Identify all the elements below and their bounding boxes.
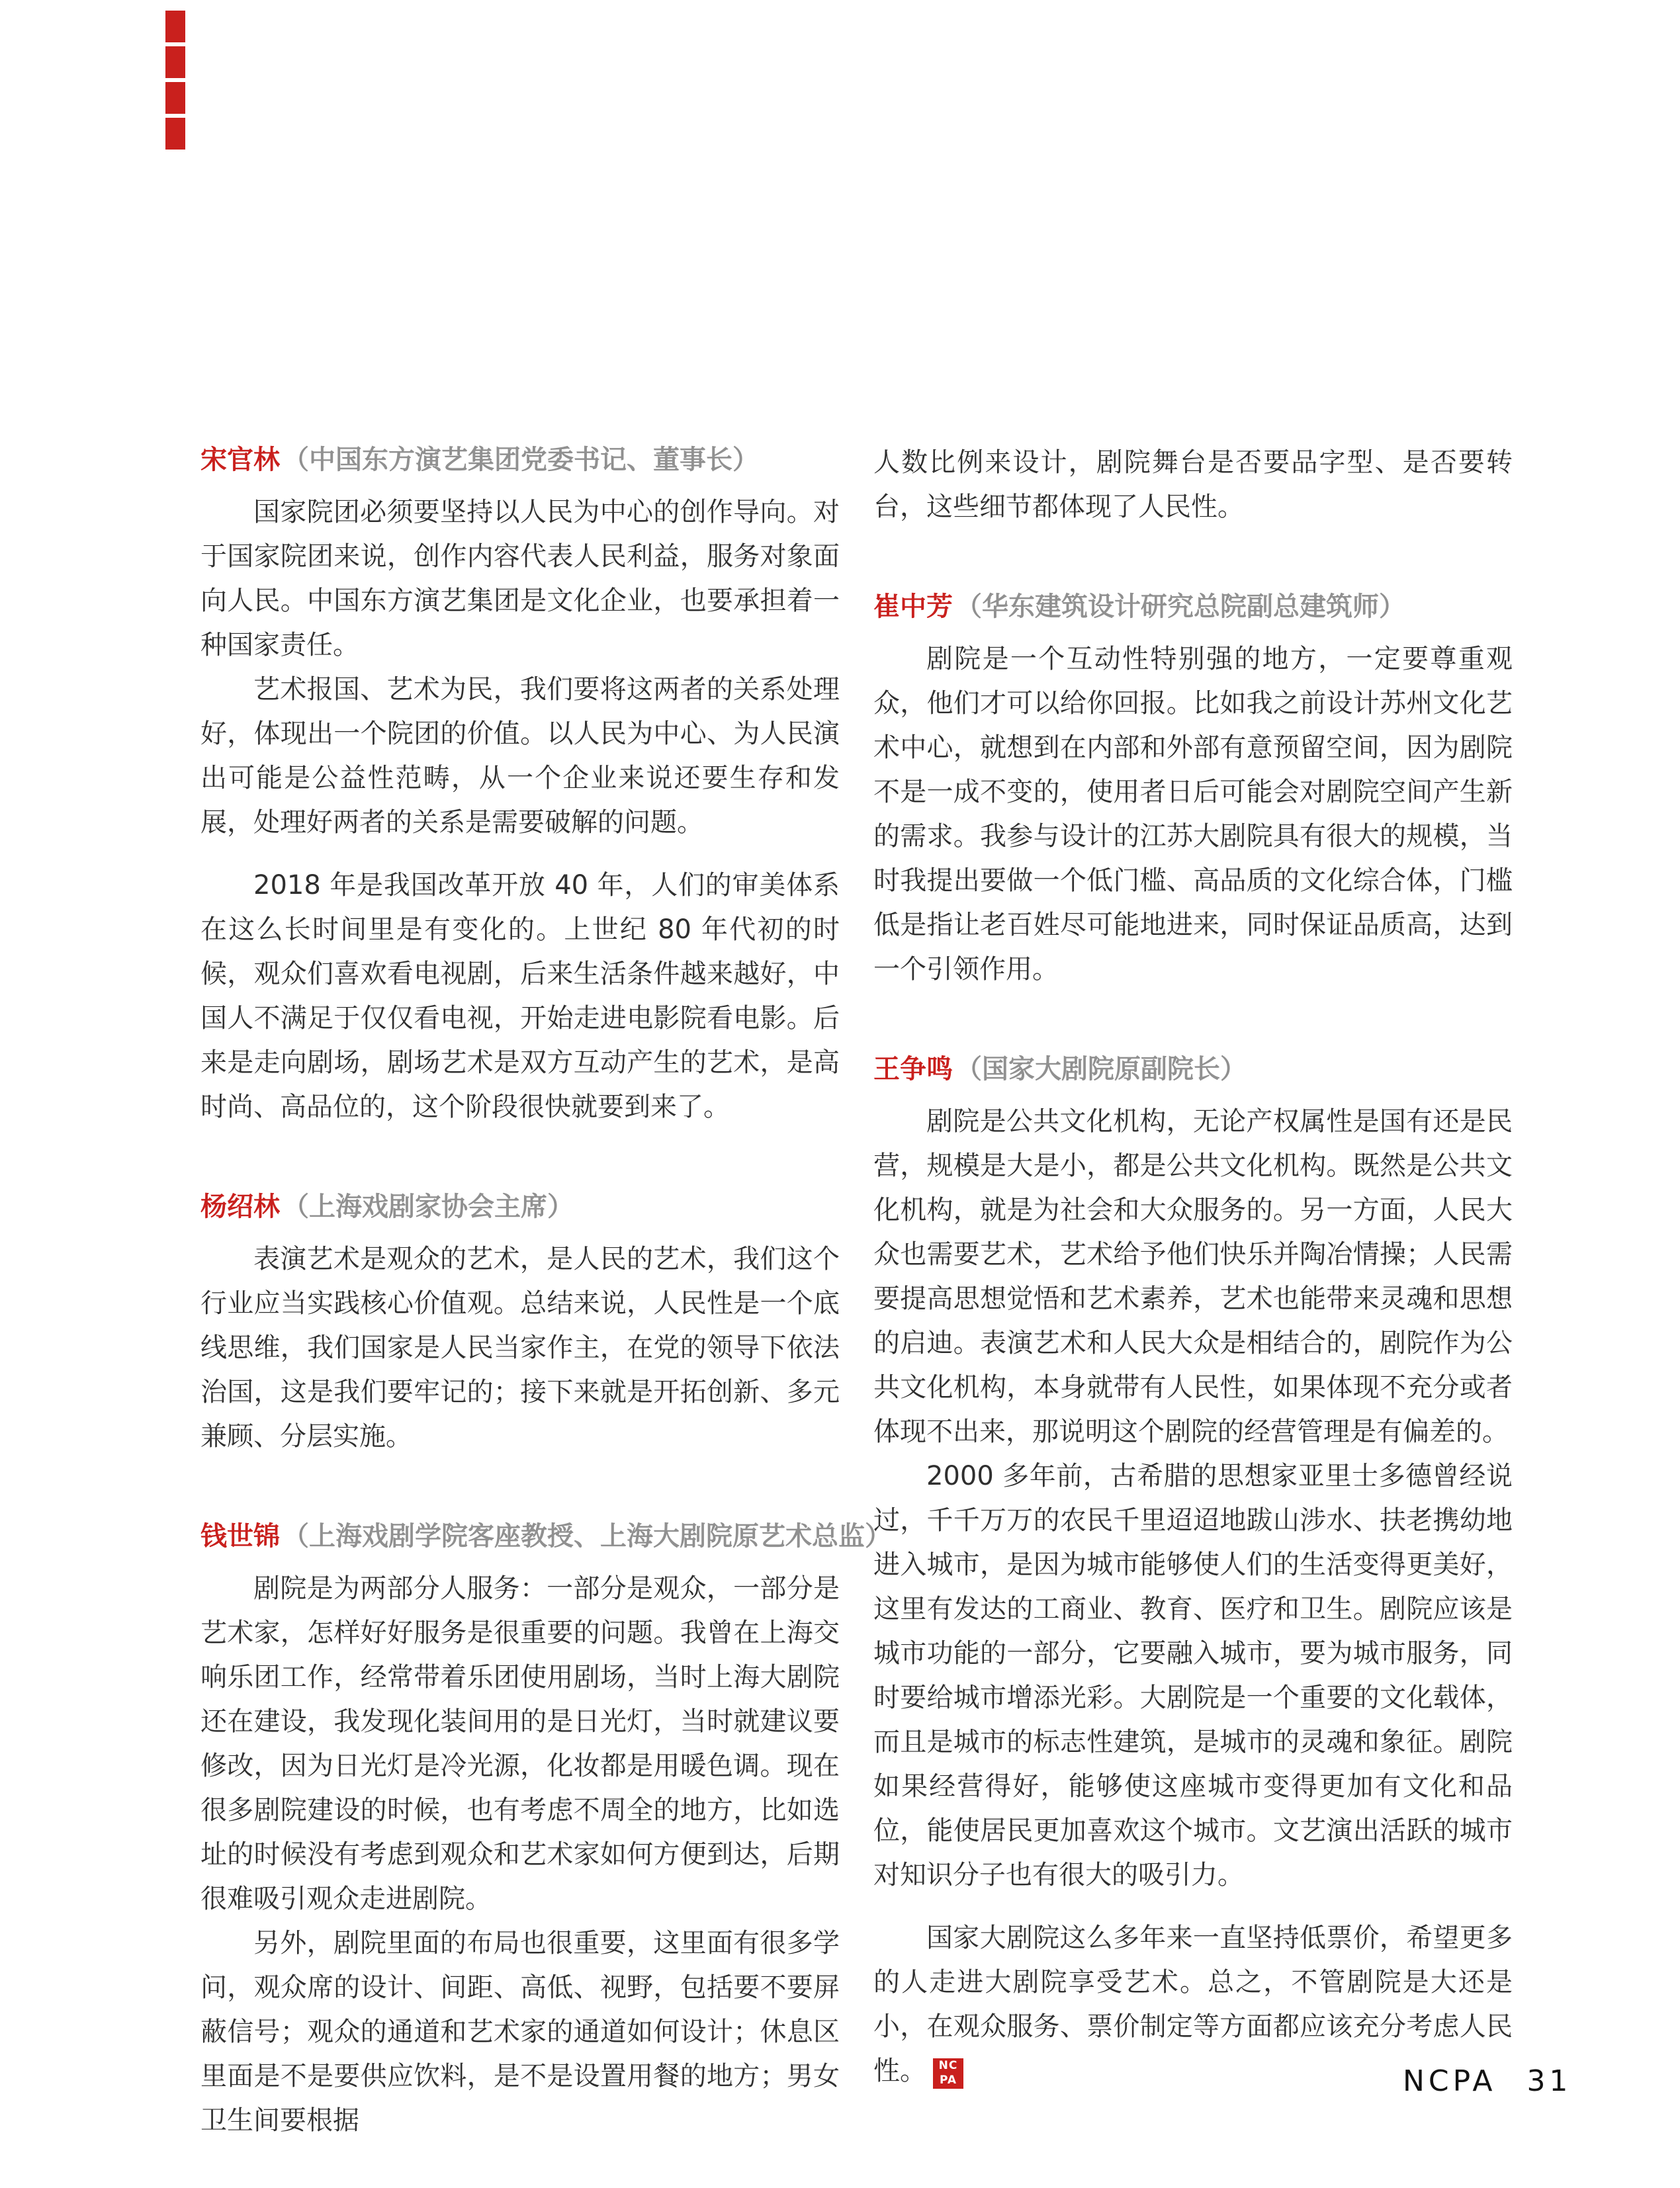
corner-red-mark [165,11,185,150]
body-paragraph: 2018 年是我国改革开放 40 年，人们的审美体系在这么长时间里是有变化的。上世纪 80 年代初的时候，观众们喜欢看电视剧，后来生活条件越来越好，中国人不满足于仅仅看电视，开始走进电影院看电影。后来是走向剧场，剧场艺术是双方互动产生的艺术，是高时尚、高品位的，这个阶段很快就要到来了。 [200,870,840,1122]
interview-section [873,1047,1513,2093]
interview-section [873,585,1513,992]
speaker-name: 宋官林 [200,445,280,475]
interview-section [873,441,1513,529]
body-paragraph: 国家院团必须要坚持以人民为中心的创作导向。对于国家院团来说，创作内容代表人民利益，服务对象面向人民。中国东方演艺集团是文化企业，也要承担着一种国家责任。 [200,497,840,660]
interview-section [200,1514,891,2143]
corner-red-mark-block [165,46,185,78]
speaker-name: 崔中芳 [873,591,953,622]
body-paragraph: 剧院是为两部分人服务：一部分是观众，一部分是艺术家，怎样好好服务是很重要的问题。我曾在上海交响乐团工作，经常带着乐团使用剧场，当时上海大剧院还在建设，我发现化装间用的是日光灯，当时就建议要修改，因为日光灯是冷光源，化妆都是用暖色调。现在很多剧院建设的时候，也有考虑不周全的地方，比如选址的时候没有考虑到观众和艺术家如何方便到达，后期很难吸引观众走进剧院。 [200,1573,840,1914]
ncpa-end-mark-icon: NC PA [933,2058,963,2089]
speaker-title: （中国东方演艺集团党委书记、董事长） [283,445,759,475]
interview-section [200,438,840,1129]
body-paragraph: 国家大剧院这么多年来一直坚持低票价，希望更多的人走进大剧院享受艺术。总之，不管剧院是大还是小，在观众服务、票价制定等方面都应该充分考虑人民性。 NC PA [873,1916,1513,2093]
body-paragraph: 剧院是公共文化机构，无论产权属性是国有还是民营，规模是大是小，都是公共文化机构。既然是公共文化机构，就是为社会和大众服务的。另一方面，人民大众也需要艺术，艺术给予他们快乐并陶冶情操；人民需要提高思想觉悟和艺术素养，艺术也能带来灵魂和思想的启迪。表演艺术和人民大众是相结合的，剧院作为公共文化机构，本身就带有人民性，如果体现不充分或者体现不出来，那说明这个剧院的经营管理是有偏差的。 [873,1106,1513,1447]
page-number: NCPA 31 [1403,2064,1572,2098]
text-column-left [200,438,891,2143]
interview-section [200,1185,840,1459]
speaker-title: （上海戏剧家协会主席） [283,1192,574,1222]
body-paragraph: 另外，剧院里面的布局也很重要，这里面有很多学问，观众席的设计、间距、高低、视野，包括要不要屏蔽信号；观众的通道和艺术家的通道如何设计；休息区里面是不是要供应饮料，是不是设置用餐的地方；男女卫生间要根据 [200,1928,840,2136]
speaker-title: （华东建筑设计研究总院副总建筑师） [955,591,1405,622]
corner-red-mark-block [165,82,185,114]
body-paragraph: 表演艺术是观众的艺术，是人民的艺术，我们这个行业应当实践核心价值观。总结来说，人民性是一个底线思维，我们国家是人民当家作主，在党的领导下依法治国，这是我们要牢记的；接下来就是开拓创新、多元兼顾、分层实施。 [200,1244,840,1452]
speaker-title: （上海戏剧学院客座教授、上海大剧院原艺术总监） [283,1521,891,1552]
body-paragraph: 人数比例来设计，剧院舞台是否要品字型、是否要转台，这些细节都体现了人民性。 [873,447,1513,522]
corner-red-mark-block [165,118,185,150]
speaker-title: （国家大剧院原副院长） [955,1054,1247,1084]
speaker-heading [200,438,840,482]
speaker-heading [200,1514,891,1559]
body-paragraph: 剧院是一个互动性特别强的地方，一定要尊重观众，他们才可以给你回报。比如我之前设计苏州文化艺术中心，就想到在内部和外部有意预留空间，因为剧院不是一成不变的，使用者日后可能会对剧院空间产生新的需求。我参与设计的江苏大剧院具有很大的规模，当时我提出要做一个低门槛、高品质的文化综合体，门槛低是指让老百姓尽可能地进来，同时保证品质高，达到一个引领作用。 [873,644,1513,985]
text-column-right [873,441,1513,2093]
body-paragraph: 艺术报国、艺术为民，我们要将这两者的关系处理好，体现出一个院团的价值。以人民为中心、为人民演出可能是公益性范畴，从一个企业来说还要生存和发展，处理好两者的关系是需要破解的问题。 [200,674,840,838]
body-paragraph: 2000 多年前，古希腊的思想家亚里士多德曾经说过，千千万万的农民千里迢迢地跋山涉水、扶老携幼地进入城市，是因为城市能够使人们的生活变得更美好，这里有发达的工商业、教育、医疗和卫生。剧院应该是城市功能的一部分，它要融入城市，要为城市服务，同时要给城市增添光彩。大剧院是一个重要的文化载体，而且是城市的标志性建筑，是城市的灵魂和象征。剧院如果经营得好，能够使这座城市变得更加有文化和品位，能使居民更加喜欢这个城市。文艺演出活跃的城市对知识分子也有很大的吸引力。 [873,1461,1513,1890]
speaker-heading [873,585,1513,629]
speaker-heading [873,1047,1513,1092]
speaker-name: 钱世锦 [200,1521,280,1552]
corner-red-mark-block [165,11,185,42]
speaker-heading [200,1185,840,1229]
speaker-name: 王争鸣 [873,1054,953,1084]
speaker-name: 杨绍林 [200,1192,280,1222]
